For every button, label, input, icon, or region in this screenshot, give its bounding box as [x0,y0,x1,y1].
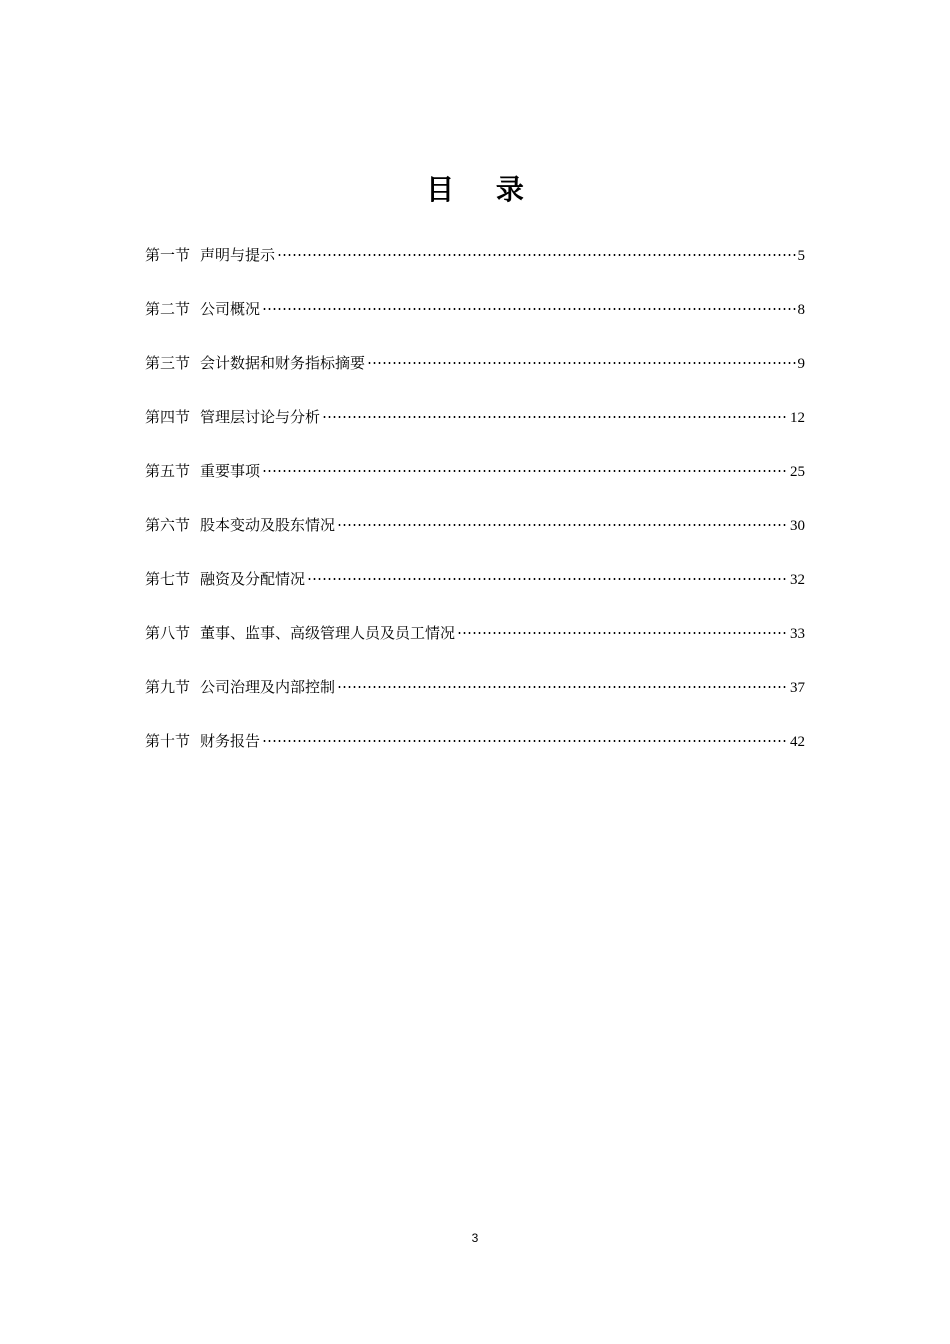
toc-entry[interactable] [145,243,805,297]
toc-page-number: 30 [790,518,805,534]
toc-entry[interactable] [145,351,805,405]
toc-section-label: 第六节 [145,516,191,534]
toc-page-number: 5 [797,248,805,264]
toc-page-number: 37 [790,680,805,696]
toc-section-name: 声明与提示 [200,246,276,264]
toc-section-name: 重要事项 [200,462,261,480]
toc-dot-leader [262,470,788,472]
toc-section-label: 第二节 [145,300,191,318]
toc-dot-leader [262,308,795,310]
toc-page-number: 32 [790,572,805,588]
page-footer-number: 3 [471,1231,479,1245]
toc-section-label: 第八节 [145,624,191,642]
toc-entry[interactable] [145,621,805,675]
toc-entry[interactable] [145,297,805,351]
toc-section-label: 第五节 [145,462,191,480]
toc-page-number: 33 [790,626,805,642]
toc-section-name: 股本变动及股东情况 [200,516,336,534]
toc-dot-leader [457,632,788,634]
toc-title: 目 录 [426,173,540,206]
toc-dot-leader [307,578,788,580]
toc-page-number: 9 [797,356,805,372]
toc-section-name: 董事、监事、高级管理人员及员工情况 [200,624,456,642]
toc-section-label: 第十节 [145,732,191,750]
toc-section-label: 第四节 [145,408,191,426]
toc-dot-leader [337,524,788,526]
toc-page-number: 42 [790,734,805,750]
toc-entry[interactable] [145,729,805,783]
toc-entry[interactable] [145,513,805,567]
toc-dot-leader [277,254,795,256]
toc-list [145,243,805,783]
toc-section-name: 管理层讨论与分析 [200,408,321,426]
toc-dot-leader [367,362,795,364]
toc-entry[interactable] [145,675,805,729]
toc-page-number: 8 [797,302,805,318]
toc-section-label: 第九节 [145,678,191,696]
toc-page-number: 25 [790,464,805,480]
toc-dot-leader [262,740,788,742]
toc-section-name: 公司概况 [200,300,261,318]
toc-section-label: 第三节 [145,354,191,372]
toc-dot-leader [337,686,788,688]
toc-entry[interactable] [145,459,805,513]
toc-entry[interactable] [145,405,805,459]
toc-entry[interactable] [145,567,805,621]
toc-section-name: 公司治理及内部控制 [200,678,336,696]
toc-page-number: 12 [790,410,805,426]
toc-dot-leader [322,416,788,418]
toc-section-name: 融资及分配情况 [200,570,306,588]
toc-section-label: 第七节 [145,570,191,588]
toc-section-name: 会计数据和财务指标摘要 [200,354,366,372]
toc-section-name: 财务报告 [200,732,261,750]
toc-section-label: 第一节 [145,246,191,264]
